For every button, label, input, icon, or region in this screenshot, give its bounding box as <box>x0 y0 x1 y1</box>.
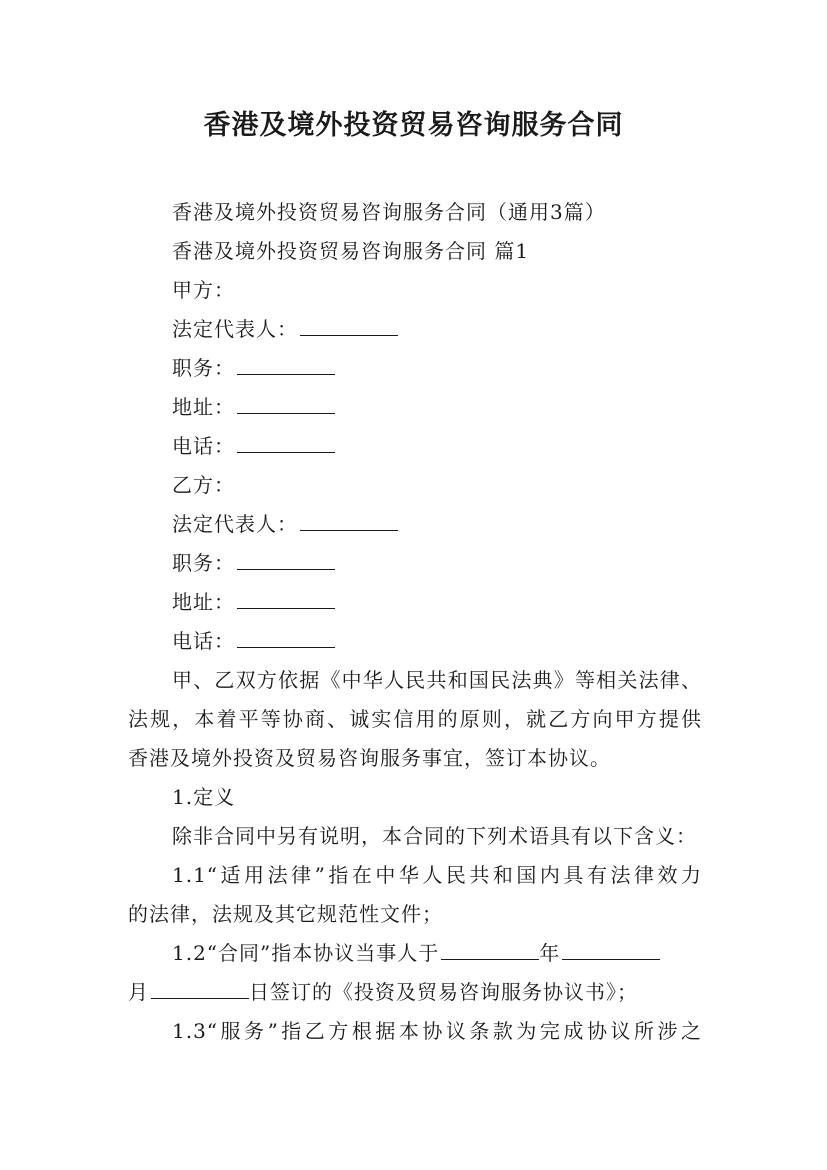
party-b-label: 乙方： <box>172 473 235 497</box>
party-b-phone-field <box>172 627 335 655</box>
text-segment: 年 <box>539 941 561 965</box>
paragraph-line: 甲、乙双方依据《中华人民共和国民法典》等相关法律、 <box>172 668 702 692</box>
paragraph-line: 法规，本着平等协商、诚实信用的原则，就乙方向甲方提供 <box>128 707 702 731</box>
paragraph-line <box>128 978 638 1006</box>
party-a-address-field <box>172 393 335 421</box>
clause-heading: 1.定义 <box>172 785 236 809</box>
field-label: 法定代表人： <box>172 317 298 341</box>
field-label: 电话： <box>172 629 235 653</box>
party-b-rep-field <box>172 510 398 538</box>
blank-line <box>237 393 335 414</box>
paragraph-line: 1.1“适用法律”指在中华人民共和国内具有法律效力 <box>172 863 702 887</box>
document-title: 香港及境外投资贸易咨询服务合同 <box>203 110 624 141</box>
blank-line <box>237 354 335 375</box>
blank-line <box>562 939 660 960</box>
field-label: 电话： <box>172 434 235 458</box>
blank-line <box>151 978 249 999</box>
field-label: 地址： <box>172 590 235 614</box>
paragraph-line: 香港及境外投资及贸易咨询服务事宜，签订本协议。 <box>128 746 611 770</box>
paragraph-line <box>172 939 660 967</box>
blank-line <box>237 549 335 570</box>
party-a-title-field <box>172 354 335 382</box>
party-b-address-field <box>172 588 335 616</box>
party-a-label: 甲方： <box>172 278 235 302</box>
text-segment: 1.2“合同”指本协议当事人于 <box>172 941 440 965</box>
paragraph-line: 1.3“服务”指乙方根据本协议条款为完成协议所涉之 <box>172 1019 702 1043</box>
paragraph-line: 的法律，法规及其它规范性文件； <box>128 902 443 926</box>
paragraph-line: 除非合同中另有说明，本合同的下列术语具有以下含义： <box>172 824 697 848</box>
blank-line <box>441 939 539 960</box>
text-segment: 日签订的《投资及贸易咨询服务协议书》； <box>249 980 638 1004</box>
party-a-phone-field <box>172 432 335 460</box>
blank-line <box>300 315 398 336</box>
text-segment: 月 <box>128 980 149 1004</box>
section-heading: 香港及境外投资贸易咨询服务合同 篇1 <box>172 239 530 263</box>
party-a-rep-field <box>172 315 398 343</box>
party-b-title-field <box>172 549 335 577</box>
subtitle-line: 香港及境外投资贸易咨询服务合同（通用3篇） <box>172 200 606 224</box>
field-label: 地址： <box>172 395 235 419</box>
field-label: 职务： <box>172 551 235 575</box>
blank-line <box>237 432 335 453</box>
field-label: 职务： <box>172 356 235 380</box>
blank-line <box>300 510 398 531</box>
blank-line <box>237 588 335 609</box>
blank-line <box>237 627 335 648</box>
field-label: 法定代表人： <box>172 512 298 536</box>
